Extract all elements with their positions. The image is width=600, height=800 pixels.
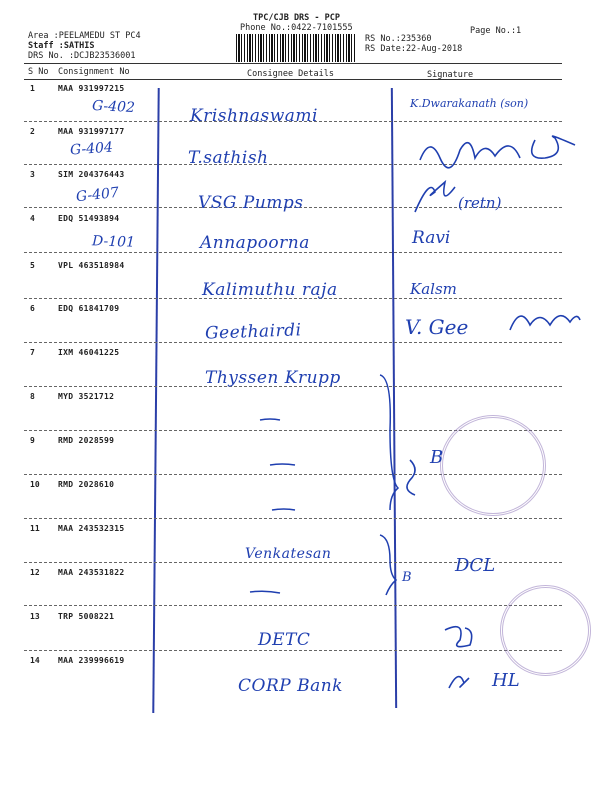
row-13-consignment: TRP 5008221 bbox=[58, 612, 115, 621]
brace-mark bbox=[380, 375, 398, 510]
signature-row-6: V. Gee bbox=[405, 315, 469, 339]
row-12-sno: 12 bbox=[30, 568, 40, 577]
row-13-sno: 13 bbox=[30, 612, 40, 621]
row-7-consignment: IXM 46041225 bbox=[58, 348, 120, 357]
row-10-consignment: RMD 2028610 bbox=[58, 480, 115, 489]
ditto-mark bbox=[250, 591, 280, 593]
row-1-consignment: MAA 931997215 bbox=[58, 84, 125, 93]
ditto-marks bbox=[200, 410, 380, 610]
ditto-mark bbox=[260, 419, 280, 420]
row-divider bbox=[24, 650, 562, 651]
handwritten-name-5: Kalimuthu raja bbox=[202, 280, 338, 300]
signature-row-9: B bbox=[430, 447, 444, 468]
row-9-sno: 9 bbox=[30, 436, 35, 445]
column-header-signature: Signature bbox=[427, 70, 474, 80]
handwritten-name-11: Venkatesan bbox=[245, 546, 332, 562]
row-2-consignment: MAA 931997177 bbox=[58, 127, 125, 136]
row-6-sno: 6 bbox=[30, 304, 35, 313]
handwritten-unit-1: G-402 bbox=[91, 97, 136, 117]
ditto-mark bbox=[272, 509, 295, 510]
barcode bbox=[236, 34, 356, 62]
staff-label: Staff :SATHIS bbox=[28, 41, 95, 51]
column-divider-left bbox=[152, 88, 159, 713]
row-12-consignment: MAA 243531822 bbox=[58, 568, 125, 577]
handwritten-name-4: Annapoorna bbox=[200, 233, 310, 253]
row-1-sno: 1 bbox=[30, 84, 35, 93]
row-divider bbox=[24, 342, 562, 343]
signature-row-14: HL bbox=[492, 670, 520, 691]
column-header-consignment: Consignment No bbox=[58, 67, 130, 77]
company-stamp bbox=[500, 585, 591, 676]
drs-number: DRS No. :DCJB23536001 bbox=[28, 51, 136, 61]
handwritten-name-3: VSG Pumps bbox=[198, 193, 304, 213]
row-10-sno: 10 bbox=[30, 480, 40, 489]
signature-row-10-scribble bbox=[400, 455, 430, 500]
handwritten-name-2: T.sathish bbox=[188, 148, 269, 168]
row-4-sno: 4 bbox=[30, 214, 35, 223]
row-3-sno: 3 bbox=[30, 170, 35, 179]
handwritten-unit-4: D-101 bbox=[91, 233, 136, 251]
row-14-sno: 14 bbox=[30, 656, 40, 665]
row-5-sno: 5 bbox=[30, 261, 35, 270]
row-2-sno: 2 bbox=[30, 127, 35, 136]
row-9-consignment: RMD 2028599 bbox=[58, 436, 115, 445]
column-header-sno: S No bbox=[28, 67, 49, 77]
handwritten-name-6: Geethairdi bbox=[204, 320, 302, 344]
handwritten-unit-2: G-404 bbox=[69, 139, 114, 159]
area-label: Area :PEELAMEDU ST PC4 bbox=[28, 31, 141, 41]
row-3-consignment: SIM 204376443 bbox=[58, 170, 125, 179]
signature-row-14-scribble bbox=[444, 668, 474, 698]
row-7-sno: 7 bbox=[30, 348, 35, 357]
handwritten-name-1: Krishnaswami bbox=[190, 106, 318, 126]
signature-row-3-scribble bbox=[410, 172, 460, 217]
signature-row-3: (retn) bbox=[458, 194, 502, 212]
company-stamp bbox=[440, 415, 546, 516]
ditto-mark bbox=[270, 464, 295, 465]
page-number: Page No.:1 bbox=[470, 26, 522, 36]
brace-mark bbox=[380, 535, 396, 595]
rs-date: RS Date:22-Aug-2018 bbox=[365, 44, 463, 54]
signature-row-11: DCL bbox=[455, 555, 496, 576]
signature-row-2 bbox=[415, 130, 585, 170]
signature-row-13 bbox=[440, 620, 480, 655]
signature-row-5: Kalsm bbox=[410, 280, 457, 298]
rs-number: RS No.:235360 bbox=[365, 34, 432, 44]
row-4-consignment: EDQ 51493894 bbox=[58, 214, 120, 223]
handwritten-name-7: Thyssen Krupp bbox=[205, 368, 341, 388]
header-top-rule bbox=[24, 63, 562, 64]
row-6-consignment: EDQ 61841709 bbox=[58, 304, 120, 313]
signature-row-4: Ravi bbox=[412, 228, 451, 248]
signature-row-1: K.Dwarakanath (son) bbox=[410, 97, 529, 110]
phone-number: Phone No.:0422-7101555 bbox=[240, 23, 353, 33]
handwritten-name-14: CORP Bank bbox=[238, 676, 343, 696]
document-title: TPC/CJB DRS - PCP bbox=[253, 13, 340, 23]
column-header-consignee: Consignee Details bbox=[247, 69, 334, 79]
row-8-sno: 8 bbox=[30, 392, 35, 401]
row-14-consignment: MAA 239996619 bbox=[58, 656, 125, 665]
row-11-consignment: MAA 243532315 bbox=[58, 524, 125, 533]
signature-row-6-scribble bbox=[505, 300, 585, 340]
brace-mark-label: B bbox=[402, 570, 412, 585]
row-5-consignment: VPL 463518984 bbox=[58, 261, 125, 270]
header-bottom-rule bbox=[24, 79, 562, 80]
row-8-consignment: MYD 3521712 bbox=[58, 392, 115, 401]
handwritten-name-13: DETC bbox=[258, 630, 311, 650]
handwritten-unit-3: G-407 bbox=[75, 184, 120, 206]
row-11-sno: 11 bbox=[30, 524, 40, 533]
